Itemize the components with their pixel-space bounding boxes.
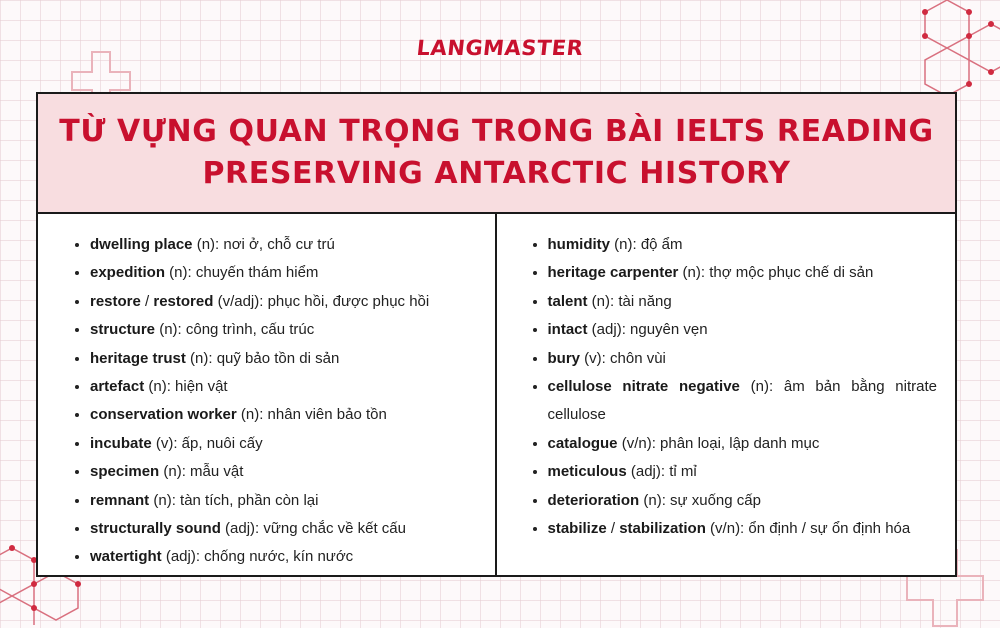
vocabulary-column-right [497, 214, 956, 577]
vocabulary-item [90, 458, 477, 486]
vocabulary-definition: (v/n): ổn định / sự ổn định hóa [705, 520, 911, 538]
vocabulary-term: deterioration [547, 491, 640, 509]
vocabulary-definition: (n): tài năng [587, 292, 672, 310]
vocabulary-item [90, 430, 477, 458]
vocabulary-term: intact [547, 321, 588, 339]
vocabulary-term: catalogue [547, 434, 618, 452]
vocabulary-term: structurally sound [90, 520, 221, 538]
vocabulary-item [90, 543, 477, 571]
vocabulary-item [548, 487, 938, 515]
vocabulary-card [36, 92, 957, 577]
vocabulary-columns [38, 214, 955, 577]
vocabulary-item [548, 288, 938, 316]
vocabulary-definition: (adj): tỉ mỉ [626, 463, 697, 481]
vocabulary-term: cellulose nitrate negative [547, 378, 740, 396]
vocabulary-item [90, 316, 477, 344]
vocabulary-term: meticulous [547, 463, 627, 481]
vocabulary-item [548, 316, 938, 344]
vocabulary-item [90, 259, 477, 287]
vocabulary-definition: (n): âm bản bằng nitrate cellulose [547, 378, 937, 424]
vocabulary-term: heritage trust [90, 349, 186, 367]
vocabulary-term: dwelling place [90, 236, 193, 253]
vocabulary-term: structure [90, 321, 156, 339]
vocabulary-term: incubate [90, 434, 152, 452]
vocabulary-list-right [548, 231, 938, 543]
vocabulary-definition: (adj): chống nước, kín nước [161, 548, 354, 566]
term-separator: / [140, 292, 154, 310]
vocabulary-term: talent [547, 292, 588, 310]
vocabulary-term: restore [90, 292, 141, 310]
vocabulary-definition: (v): chôn vùi [580, 349, 666, 367]
vocabulary-term: heritage carpenter [547, 264, 679, 282]
vocabulary-item [90, 231, 477, 259]
vocabulary-definition: (n): công trình, cấu trúc [155, 321, 315, 339]
vocabulary-definition: (n): độ ẩm [610, 236, 683, 253]
vocabulary-term: restored [153, 292, 214, 310]
vocabulary-item [548, 458, 938, 486]
vocabulary-column-left [38, 214, 497, 577]
vocabulary-item [90, 288, 477, 316]
vocabulary-term: remnant [90, 491, 150, 509]
vocabulary-definition: (v/n): phân loại, lập danh mục [617, 434, 820, 452]
vocabulary-item [548, 259, 938, 287]
vocabulary-item [548, 231, 938, 259]
vocabulary-definition: (n): nơi ở, chỗ cư trú [192, 236, 335, 253]
vocabulary-term: watertight [90, 548, 162, 566]
vocabulary-term: stabilization [619, 520, 706, 538]
brand-logo: LANGMASTER [415, 36, 585, 60]
vocabulary-list-left [90, 231, 477, 572]
vocabulary-term: humidity [547, 236, 610, 253]
page-subtitle: PRESERVING ANTARCTIC HISTORY [202, 156, 791, 191]
vocabulary-item [90, 373, 477, 401]
page-title: TỪ VỰNG QUAN TRỌNG TRONG BÀI IELTS READING [59, 114, 934, 149]
vocabulary-definition: (n): tàn tích, phần còn lại [149, 491, 319, 509]
vocabulary-item [548, 430, 938, 458]
vocabulary-item [90, 345, 477, 373]
vocabulary-term: stabilize [547, 520, 607, 538]
vocabulary-definition: (adj): nguyên vẹn [587, 321, 708, 339]
term-separator: / [606, 520, 620, 538]
vocabulary-definition: (n): hiện vật [144, 378, 228, 396]
vocabulary-term: bury [547, 349, 581, 367]
vocabulary-definition: (n): mẫu vật [159, 463, 244, 481]
vocabulary-item [548, 515, 938, 543]
vocabulary-term: artefact [90, 378, 145, 396]
vocabulary-term: specimen [90, 463, 160, 481]
vocabulary-term: expedition [90, 264, 166, 282]
vocabulary-definition: (n): thợ mộc phục chế di sản [678, 264, 874, 282]
vocabulary-item [90, 401, 477, 429]
vocabulary-definition: (adj): vững chắc về kết cấu [220, 520, 406, 538]
vocabulary-item [548, 345, 938, 373]
vocabulary-item [548, 373, 938, 430]
title-banner [38, 94, 955, 214]
vocabulary-definition: (v/adj): phục hồi, được phục hồi [213, 292, 430, 310]
vocabulary-item [90, 515, 477, 543]
vocabulary-definition: (n): quỹ bảo tồn di sản [185, 349, 340, 367]
vocabulary-item [90, 487, 477, 515]
vocabulary-definition: (n): nhân viên bảo tồn [236, 406, 387, 424]
vocabulary-definition: (n): chuyến thám hiểm [165, 264, 319, 282]
vocabulary-term: conservation worker [90, 406, 237, 424]
vocabulary-definition: (n): sự xuống cấp [639, 491, 761, 509]
vocabulary-definition: (v): ấp, nuôi cấy [151, 434, 263, 452]
